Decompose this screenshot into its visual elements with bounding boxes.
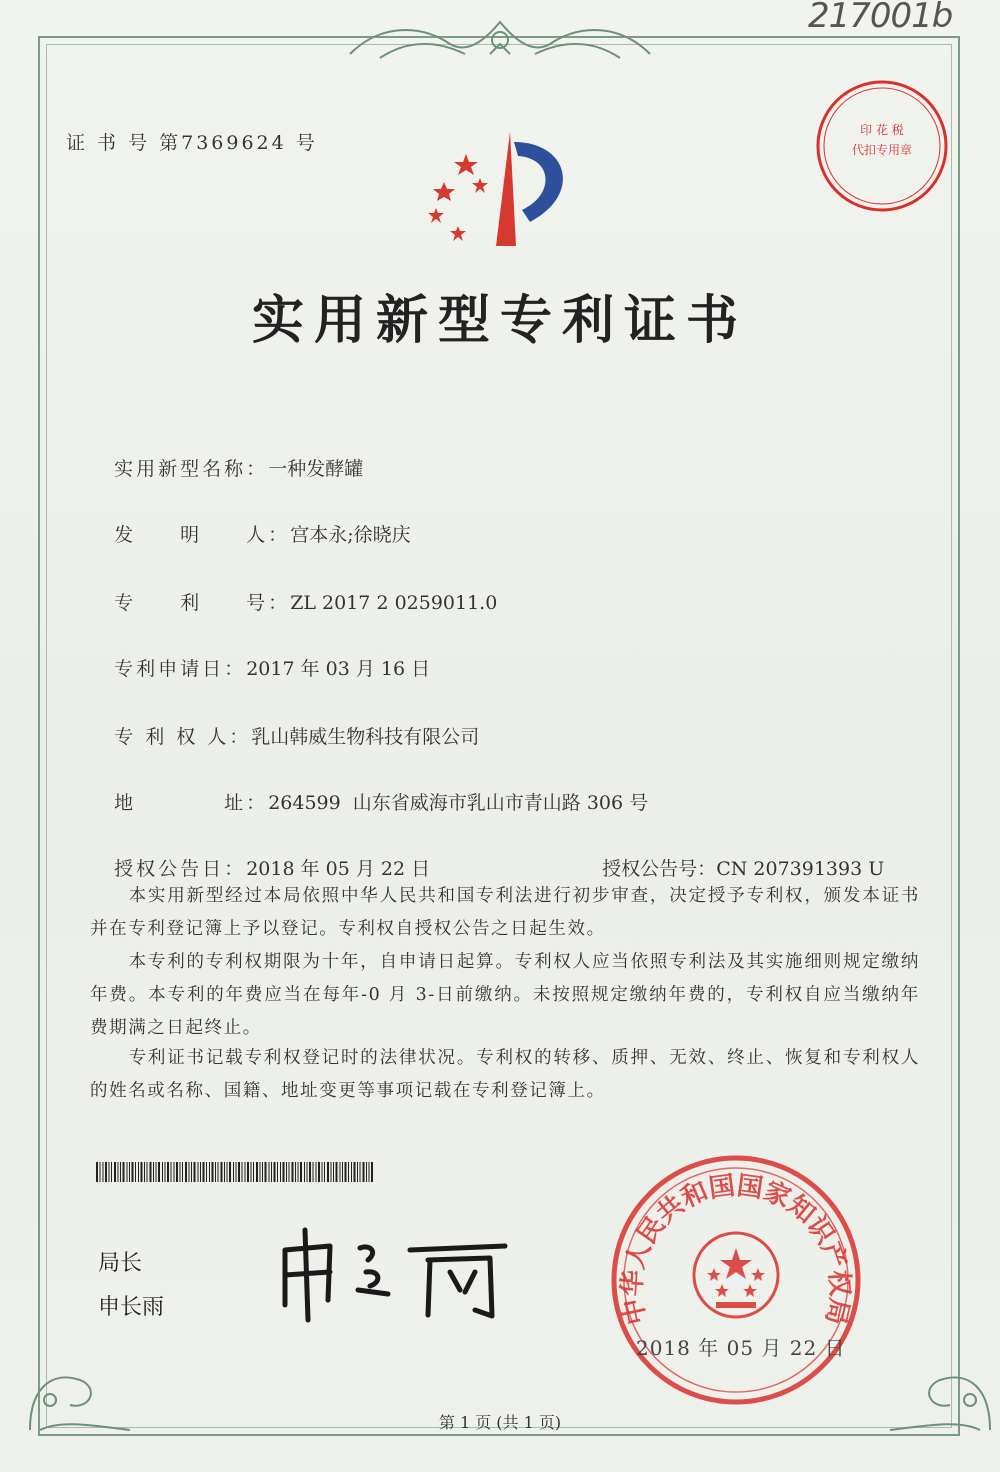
barcode-bar (300, 1162, 302, 1182)
barcode-bar (103, 1162, 104, 1182)
barcode-bar (165, 1162, 166, 1182)
field-label: 发 明 人： (114, 524, 291, 546)
barcode-bar (245, 1162, 246, 1182)
barcode-bar (322, 1162, 323, 1182)
barcode-bar (176, 1162, 178, 1182)
barcode-bar (194, 1162, 196, 1182)
field-address (90, 766, 648, 837)
barcode-bar (269, 1162, 270, 1182)
paragraph-examination: 本实用新型经过本局依照中华人民共和国专利法进行初步审查，决定授予专利权，颁发本证书并在专利登记簿上予以登记。专利权自授权公告之日起生效。 (90, 886, 920, 939)
barcode-bar (262, 1162, 263, 1182)
barcode-bar (265, 1162, 267, 1182)
field-label: 专 利 权 人： (114, 726, 252, 748)
barcode-bar (271, 1162, 272, 1182)
director-signature (270, 1220, 520, 1330)
barcode-bar (289, 1162, 290, 1182)
barcode-bar (316, 1162, 317, 1182)
field-label: 专 利 号： (114, 592, 291, 614)
barcode-bar (158, 1162, 160, 1182)
field-value: 2018 年 05 月 22 日 (246, 858, 431, 880)
barcode-bar (298, 1162, 299, 1182)
barcode-bar (182, 1162, 183, 1182)
barcode-bar (260, 1162, 261, 1182)
barcode-bar (206, 1162, 207, 1182)
barcode-bar (238, 1162, 240, 1182)
barcode-bar (327, 1162, 329, 1182)
field-label: 专利申请日： (114, 658, 247, 680)
barcode-bar (127, 1162, 128, 1182)
barcode-bar (280, 1162, 281, 1182)
barcode-bar (174, 1162, 175, 1182)
barcode-bar (360, 1162, 361, 1182)
barcode-bar (313, 1162, 314, 1182)
field-value: 一种发酵罐 (268, 458, 364, 480)
barcode-bar (369, 1162, 370, 1182)
barcode-bar (221, 1162, 223, 1182)
barcode-bar (153, 1162, 154, 1182)
barcode-bar (129, 1162, 130, 1182)
barcode-bar (185, 1162, 187, 1182)
barcode-bar (203, 1162, 205, 1182)
field-patent-number (90, 566, 497, 637)
barcode-bar (318, 1162, 320, 1182)
barcode-bar (251, 1162, 252, 1182)
barcode-bar (277, 1162, 278, 1182)
seal-date: 2018 年 05 月 22 日 (636, 1336, 846, 1360)
barcode-bar (105, 1162, 107, 1182)
barcode-bar (189, 1162, 190, 1182)
barcode-bar (150, 1162, 152, 1182)
field-value: 宫本永;徐晓庆 (290, 524, 411, 546)
barcode-bar (345, 1162, 347, 1182)
barcode-bar (138, 1162, 139, 1182)
barcode-bar (354, 1162, 356, 1182)
barcode-bar (135, 1162, 136, 1182)
barcode-bar (348, 1162, 349, 1182)
field-utility-model-name (90, 432, 363, 503)
barcode-bar (144, 1162, 145, 1182)
barcode-bar (200, 1162, 201, 1182)
barcode-bar (162, 1162, 163, 1182)
barcode-bar (292, 1162, 294, 1182)
barcode-bar (224, 1162, 225, 1182)
field-label: 授权公告号： (602, 858, 717, 880)
barcode-bar (342, 1162, 343, 1182)
barcode-bar (218, 1162, 219, 1182)
paragraph-legal-status: 专利证书记载专利权登记时的法律状况。专利权的转移、质押、无效、终止、恢复和专利权人的姓名或名称、国籍、地址变更等事项记载在专利登记簿上。 (90, 1048, 920, 1101)
barcode-bar (132, 1162, 134, 1182)
barcode-bar (100, 1162, 101, 1182)
barcode-bar (147, 1162, 148, 1182)
field-label: 授权公告日： (114, 858, 247, 880)
barcode-bar (307, 1162, 308, 1182)
barcode-bar (120, 1162, 121, 1182)
barcode-bar (111, 1162, 112, 1182)
barcode-bar (283, 1162, 285, 1182)
barcode-bar (118, 1162, 119, 1182)
barcode-bar (357, 1162, 358, 1182)
barcode-bar (295, 1162, 296, 1182)
barcode-bar (171, 1162, 172, 1182)
director-title: 局长 (98, 1251, 143, 1276)
certificate-number: 证 书 号 第7369624 号 (66, 132, 318, 154)
barcode-bar (123, 1162, 125, 1182)
barcode-bar (253, 1162, 254, 1182)
barcode-bar (180, 1162, 181, 1182)
barcode-bar (156, 1162, 157, 1182)
svg-text:印 花 税: 印 花 税 (860, 123, 904, 137)
barcode-bar (340, 1162, 341, 1182)
field-value: CN 207391393 U (716, 858, 885, 880)
field-value: ZL 2017 2 0259011.0 (290, 592, 498, 614)
barcode-bar (209, 1162, 210, 1182)
barcode-bar (242, 1162, 243, 1182)
field-filing-date (90, 632, 430, 703)
field-value: 2017 年 03 月 16 日 (246, 658, 431, 680)
barcode-bar (336, 1162, 338, 1182)
cnipa-logo-icon (418, 124, 588, 254)
page-footer: 第 1 页 (共 1 页) (438, 1413, 562, 1432)
barcode-bar (215, 1162, 216, 1182)
barcode-bar (351, 1162, 352, 1182)
barcode-bar (256, 1162, 258, 1182)
barcode-bar (212, 1162, 214, 1182)
tax-seal-stamp (812, 76, 952, 216)
barcode-bar (109, 1162, 110, 1182)
page-title: 实用新型专利证书 (251, 291, 748, 351)
barcode-bar (286, 1162, 287, 1182)
barcode-bar (229, 1162, 231, 1182)
barcode-bar (114, 1162, 116, 1182)
barcode-bar (167, 1162, 169, 1182)
barcode-bar (96, 1162, 98, 1182)
barcode-bar (331, 1162, 332, 1182)
seal-text: 中华人民共和国国家知识产权局 (617, 1170, 855, 1328)
barcode-bar (363, 1162, 365, 1182)
barcode-bar (324, 1162, 325, 1182)
barcode-bar (191, 1162, 192, 1182)
barcode-bar (366, 1162, 367, 1182)
cnipa-official-seal (606, 1150, 866, 1410)
barcode-bar (198, 1162, 199, 1182)
barcode-bar (247, 1162, 249, 1182)
barcode-bar (274, 1162, 276, 1182)
top-ornament (340, 14, 660, 64)
field-value: 264599 山东省威海市乳山市青山路 306 号 (268, 792, 649, 814)
barcode-bar (233, 1162, 234, 1182)
paragraph-term: 本专利的专利权期限为十年，自申请日起算。专利权人应当依照专利法及其实施细则规定缴纳年费。本专利的年费应当在每年-0 月 3-日前缴纳。未按照规定缴纳年费的，专利权自应当缴纳年费期满之日起终止。 (90, 952, 920, 1038)
field-value: 乳山韩威生物科技有限公司 (251, 726, 480, 748)
director-name: 申长雨 (98, 1295, 165, 1320)
barcode (96, 1162, 374, 1182)
field-patent-holder (90, 700, 479, 771)
barcode-bar (141, 1162, 143, 1182)
barcode-bar (333, 1162, 334, 1182)
barcode-bar (371, 1162, 373, 1182)
field-label: 实用新型名称： (114, 458, 269, 480)
field-inventor (90, 498, 411, 569)
barcode-bar (227, 1162, 228, 1182)
handwritten-note: 217001b (808, 0, 953, 36)
barcode-bar (304, 1162, 305, 1182)
field-label: 地 址： (114, 792, 269, 814)
svg-text:代扣专用章: 代扣专用章 (851, 143, 913, 157)
barcode-bar (309, 1162, 311, 1182)
barcode-bar (236, 1162, 237, 1182)
